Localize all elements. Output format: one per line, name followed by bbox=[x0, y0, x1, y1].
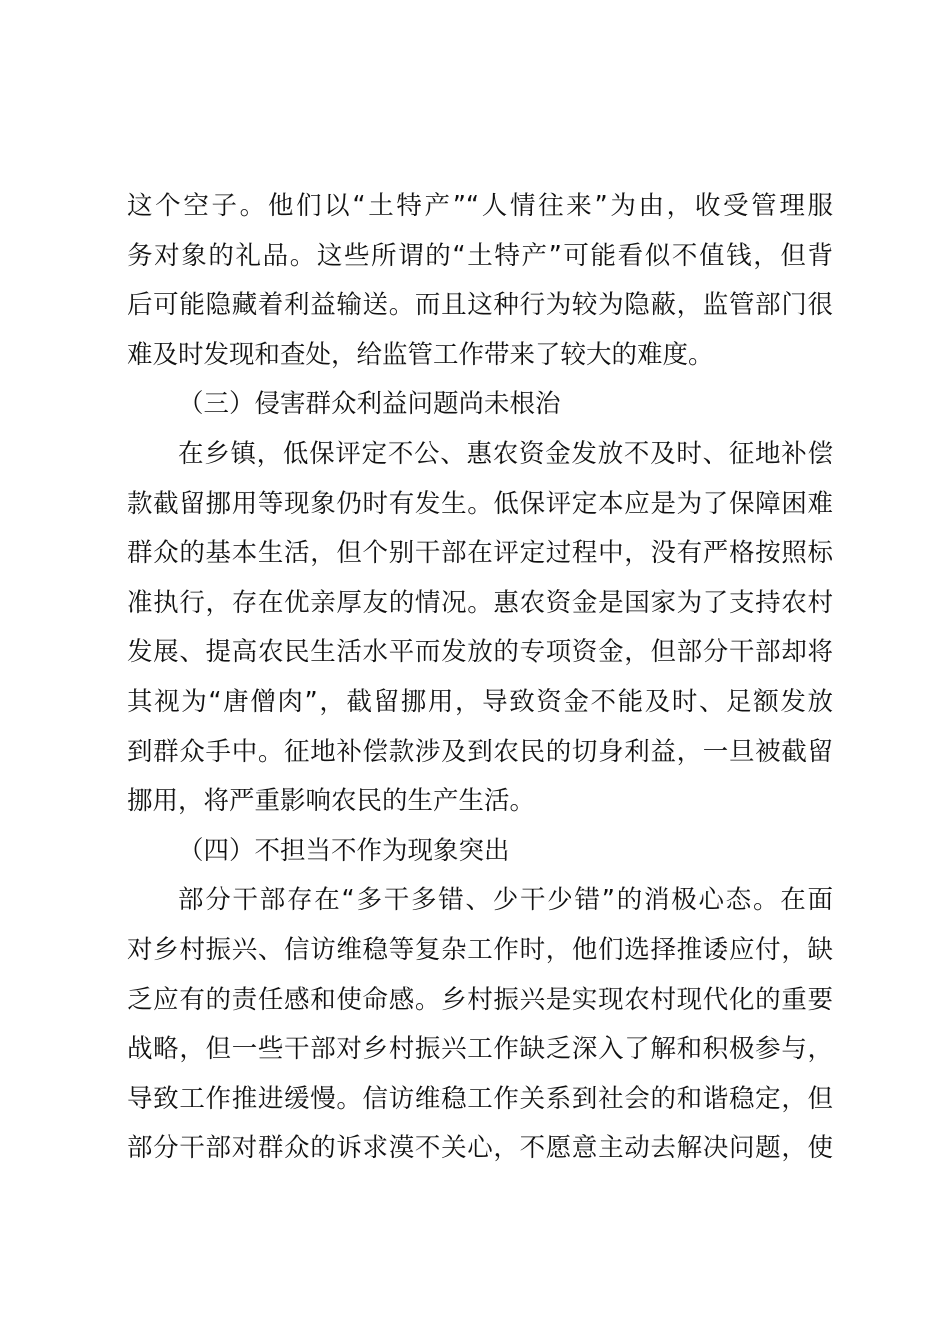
text-line: 务对象的礼品。这些所谓的“土特产”可能看似不值钱，但背 bbox=[127, 240, 833, 271]
text-line: 这个空子。他们以“土特产”“人情往来”为由，收受管理服 bbox=[127, 191, 833, 221]
section-heading: （四）不担当不作为现象突出 bbox=[178, 835, 510, 866]
text-line: 导致工作推进缓慢。信访维稳工作关系到社会的和谐稳定，但 bbox=[127, 1083, 833, 1114]
document-body bbox=[127, 182, 833, 1174]
text-line: 对乡村振兴、信访维稳等复杂工作时，他们选择推诿应付，缺 bbox=[127, 934, 833, 965]
text-line: 在乡镇，低保评定不公、惠农资金发放不及时、征地补偿 bbox=[178, 438, 833, 469]
text-line: 部分干部对群众的诉求漠不关心，不愿意主动去解决问题，使 bbox=[127, 1133, 833, 1164]
text-line: 挪用，将严重影响农民的生产生活。 bbox=[127, 786, 536, 817]
text-line: 群众的基本生活，但个别干部在评定过程中，没有严格按照标 bbox=[127, 538, 833, 569]
text-line: 后可能隐藏着利益输送。而且这种行为较为隐蔽，监管部门很 bbox=[127, 290, 833, 321]
text-line: 到群众手中。征地补偿款涉及到农民的切身利益，一旦被截留 bbox=[127, 736, 833, 767]
text-line: 款截留挪用等现象仍时有发生。低保评定本应是为了保障困难 bbox=[127, 488, 833, 519]
text-line: 部分干部存在“多干多错、少干少错”的消极心态。在面 bbox=[178, 885, 833, 916]
text-line: 准执行，存在优亲厚友的情况。惠农资金是国家为了支持农村 bbox=[127, 587, 833, 618]
text-line: 战略，但一些干部对乡村振兴工作缺乏深入了解和积极参与， bbox=[127, 1034, 833, 1065]
section-heading: （三）侵害群众利益问题尚未根治 bbox=[178, 389, 561, 420]
text-line: 发展、提高农民生活水平而发放的专项资金，但部分干部却将 bbox=[127, 637, 833, 668]
text-line: 乏应有的责任感和使命感。乡村振兴是实现农村现代化的重要 bbox=[127, 984, 833, 1015]
text-line: 其视为“唐僧肉”，截留挪用，导致资金不能及时、足额发放 bbox=[127, 686, 833, 717]
text-line: 难及时发现和查处，给监管工作带来了较大的难度。 bbox=[127, 339, 714, 370]
